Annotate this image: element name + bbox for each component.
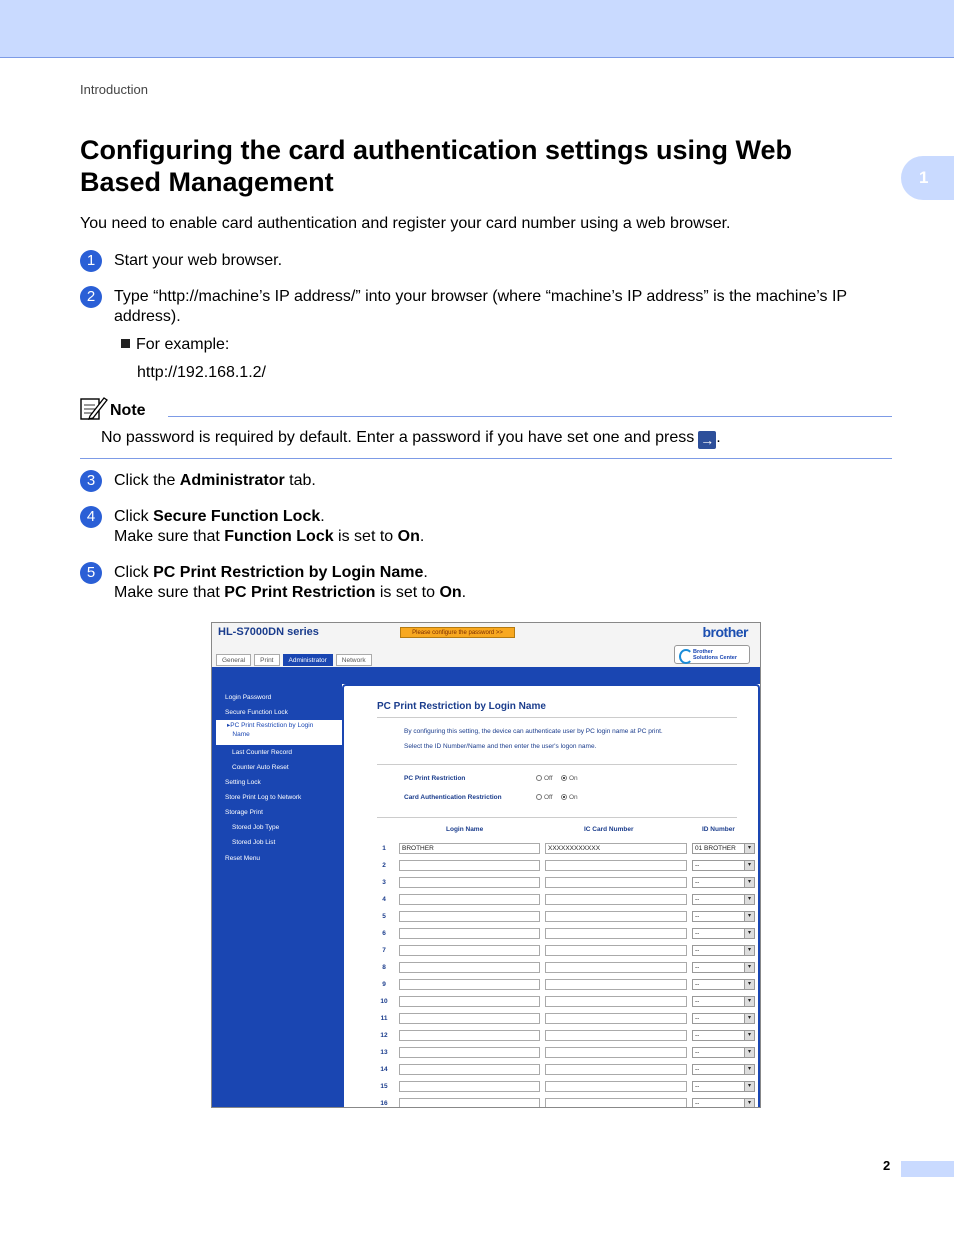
row-number: 12 [380, 1032, 388, 1039]
row-number: 9 [382, 981, 386, 988]
column-header-ic-card-number: IC Card Number [584, 826, 634, 833]
ic-card-number-input[interactable] [545, 962, 687, 973]
solutions-center-button[interactable]: Brother Solutions Center [674, 645, 750, 664]
row-number: 4 [382, 896, 386, 903]
note-header [80, 395, 892, 421]
page-title: Configuring the card authentication settings using Web Based Management [80, 135, 793, 197]
login-name-input[interactable] [399, 979, 540, 990]
login-name-input[interactable] [399, 962, 540, 973]
id-number-select[interactable]: -- ▾ [692, 996, 755, 1007]
row-number: 8 [382, 964, 386, 971]
row-number: 1 [382, 845, 386, 852]
row-number: 16 [380, 1100, 388, 1107]
note-bottom-divider [80, 458, 892, 459]
go-arrow-icon: → [700, 432, 715, 448]
id-number-select[interactable]: -- ▾ [692, 945, 755, 956]
table-row [377, 945, 757, 958]
ic-card-number-input[interactable] [545, 1013, 687, 1024]
row-number: 11 [380, 1015, 388, 1022]
id-number-select[interactable]: -- ▾ [692, 928, 755, 939]
step-text: Click the Administrator tab. [114, 472, 316, 489]
row-number: 3 [382, 879, 386, 886]
model-name: HL-S7000DN series [218, 626, 319, 638]
panel-description: By configuring this setting, the device can authenticate user by PC login name at PC print. [404, 728, 663, 735]
id-number-select[interactable]: -- ▾ [692, 962, 755, 973]
step-text: Start your web browser. [114, 252, 283, 269]
tab-print[interactable]: Print [254, 654, 279, 666]
step-text: Click PC Print Restriction by Login Name. Make sure that PC Print Restriction is set to On. [114, 564, 467, 601]
login-name-input[interactable] [399, 911, 540, 922]
login-name-input[interactable]: BROTHER [399, 843, 540, 854]
row-number: 14 [380, 1066, 388, 1073]
step-text: Click Secure Function Lock. Make sure that Function Lock is set to On. [114, 508, 425, 545]
login-name-input[interactable] [399, 1064, 540, 1075]
table-row [377, 1064, 757, 1077]
chapter-tab[interactable]: 1 [901, 156, 954, 200]
header-band [0, 0, 954, 58]
table-row [377, 1081, 757, 1094]
breadcrumb: Introduction [80, 82, 148, 97]
table-row [377, 1047, 757, 1060]
login-name-input[interactable] [399, 1013, 540, 1024]
ic-card-number-input[interactable] [545, 996, 687, 1007]
step-number-badge: 4 [80, 506, 102, 528]
settings-panel [342, 684, 760, 1108]
ic-card-number-input[interactable] [545, 1098, 687, 1108]
note-divider [168, 416, 892, 417]
row-number: 7 [382, 947, 386, 954]
panel-divider [377, 764, 737, 765]
web-ui-tabs [216, 654, 372, 667]
ic-card-number-input[interactable] [545, 1064, 687, 1075]
example-url: http://192.168.1.2/ [137, 364, 266, 381]
row-number: 6 [382, 930, 386, 937]
web-ui-header [212, 623, 760, 667]
web-management-screenshot [211, 622, 761, 1108]
sidebar-item-stored-job-list[interactable]: Stored Job List [232, 839, 276, 846]
table-row [377, 979, 757, 992]
table-row [377, 877, 757, 890]
pc-print-restriction-on-radio[interactable]: On [561, 775, 578, 782]
table-row [377, 1030, 757, 1043]
pc-print-restriction-off-radio[interactable]: Off [536, 775, 553, 782]
table-row [377, 843, 757, 856]
panel-divider [377, 717, 737, 718]
panel-title: PC Print Restriction by Login Name [377, 701, 546, 712]
note-pencil-icon [80, 395, 108, 421]
table-row [377, 928, 757, 941]
sidebar-item-counter-auto-reset[interactable]: Counter Auto Reset [232, 764, 289, 771]
sidebar-item-pc-print-restriction[interactable]: ▸PC Print Restriction by Login Name [216, 720, 342, 745]
login-name-input[interactable] [399, 1030, 540, 1041]
sidebar-item-setting-lock[interactable]: Setting Lock [225, 779, 261, 786]
table-row [377, 894, 757, 907]
table-row [377, 1098, 757, 1108]
step-number-badge: 3 [80, 470, 102, 492]
ic-card-number-input[interactable] [545, 1047, 687, 1058]
id-number-select[interactable]: -- ▾ [692, 911, 755, 922]
login-name-input[interactable] [399, 1047, 540, 1058]
column-header-login-name: Login Name [446, 826, 484, 833]
id-number-select[interactable]: -- ▾ [692, 979, 755, 990]
bullet-square-icon [121, 339, 130, 348]
step-text: Type “http://machine’s IP address/” into your browser (where “machine’s IP address” is the machine’s IP address). [114, 288, 847, 325]
id-number-select[interactable]: 01 BROTHER ▾ [692, 843, 755, 854]
login-name-input[interactable] [399, 894, 540, 905]
table-row [377, 1013, 757, 1026]
login-name-input[interactable] [399, 996, 540, 1007]
id-number-select[interactable]: -- ▾ [692, 1081, 755, 1092]
step-number-badge: 5 [80, 562, 102, 584]
row-number: 5 [382, 913, 386, 920]
sidebar-item-store-print-log[interactable]: Store Print Log to Network [225, 794, 302, 801]
login-name-input[interactable] [399, 860, 540, 871]
id-number-select[interactable]: -- ▾ [692, 1098, 755, 1108]
tab-administrator[interactable]: Administrator [283, 654, 333, 666]
step-number-badge: 2 [80, 286, 102, 308]
panel-divider [377, 817, 737, 818]
id-number-select[interactable]: -- ▾ [692, 1013, 755, 1024]
login-name-input[interactable] [399, 1081, 540, 1092]
sidebar-item-login-password[interactable]: Login Password [225, 694, 272, 701]
note-text: No password is required by default. Enter a password if you have set one and press → . [101, 429, 721, 448]
ic-card-number-input[interactable] [545, 860, 687, 871]
sidebar-item-last-counter-record[interactable]: Last Counter Record [232, 749, 292, 756]
ic-card-number-input[interactable] [545, 877, 687, 888]
login-name-input[interactable] [399, 928, 540, 939]
card-auth-restriction-off-radio[interactable]: Off [536, 794, 553, 801]
column-header-id-number: ID Number [702, 826, 735, 833]
web-ui-sidebar [212, 684, 342, 1108]
ic-card-number-input[interactable] [545, 928, 687, 939]
ic-card-number-input[interactable] [545, 1030, 687, 1041]
id-number-select[interactable]: -- ▾ [692, 877, 755, 888]
page-number-tab [901, 1161, 954, 1177]
tab-general[interactable]: General [216, 654, 251, 666]
ic-card-number-input[interactable] [545, 945, 687, 956]
row-number: 2 [382, 862, 386, 869]
pc-print-restriction-label: PC Print Restriction [404, 775, 466, 782]
login-name-input[interactable] [399, 1098, 540, 1108]
example-label: For example: [121, 336, 229, 354]
id-number-select[interactable]: -- ▾ [692, 894, 755, 905]
id-number-select[interactable]: -- ▾ [692, 1047, 755, 1058]
login-name-input[interactable] [399, 877, 540, 888]
sidebar-item-reset-menu[interactable]: Reset Menu [225, 855, 261, 862]
id-number-select[interactable]: -- ▾ [692, 1030, 755, 1041]
table-row [377, 860, 757, 873]
table-row [377, 911, 757, 924]
ic-card-number-input[interactable] [545, 1081, 687, 1092]
login-name-input[interactable] [399, 945, 540, 956]
intro-text: You need to enable card authentication and register your card number using a web browser. [80, 215, 731, 232]
configure-password-link[interactable]: Please configure the password >> [400, 627, 515, 638]
ic-card-number-input[interactable] [545, 894, 687, 905]
ic-card-number-input[interactable]: XXXXXXXXXXXX [545, 843, 687, 854]
tab-network[interactable]: Network [336, 654, 372, 666]
row-number: 10 [380, 998, 388, 1005]
id-number-select[interactable]: -- ▾ [692, 1064, 755, 1075]
web-ui-bar [212, 667, 760, 684]
sidebar-item-stored-job-type[interactable]: Stored Job Type [232, 824, 280, 831]
page-number: 2 [883, 1158, 891, 1173]
step-number-badge: 1 [80, 250, 102, 272]
ic-card-number-input[interactable] [545, 911, 687, 922]
brother-logo: brother [702, 624, 748, 640]
sidebar-item-storage-print[interactable]: Storage Print [225, 809, 263, 816]
row-number: 15 [380, 1083, 388, 1090]
card-auth-restriction-on-radio[interactable]: On [561, 794, 578, 801]
row-number: 13 [380, 1049, 388, 1056]
table-row [377, 962, 757, 975]
id-number-select[interactable]: -- ▾ [692, 860, 755, 871]
panel-description: Select the ID Number/Name and then enter the user's logon name. [404, 743, 597, 750]
ic-card-number-input[interactable] [545, 979, 687, 990]
sidebar-item-secure-function-lock[interactable]: Secure Function Lock [225, 709, 288, 716]
table-row [377, 996, 757, 1009]
card-auth-restriction-label: Card Authentication Restriction [404, 794, 502, 801]
note-label: Note [110, 402, 146, 419]
